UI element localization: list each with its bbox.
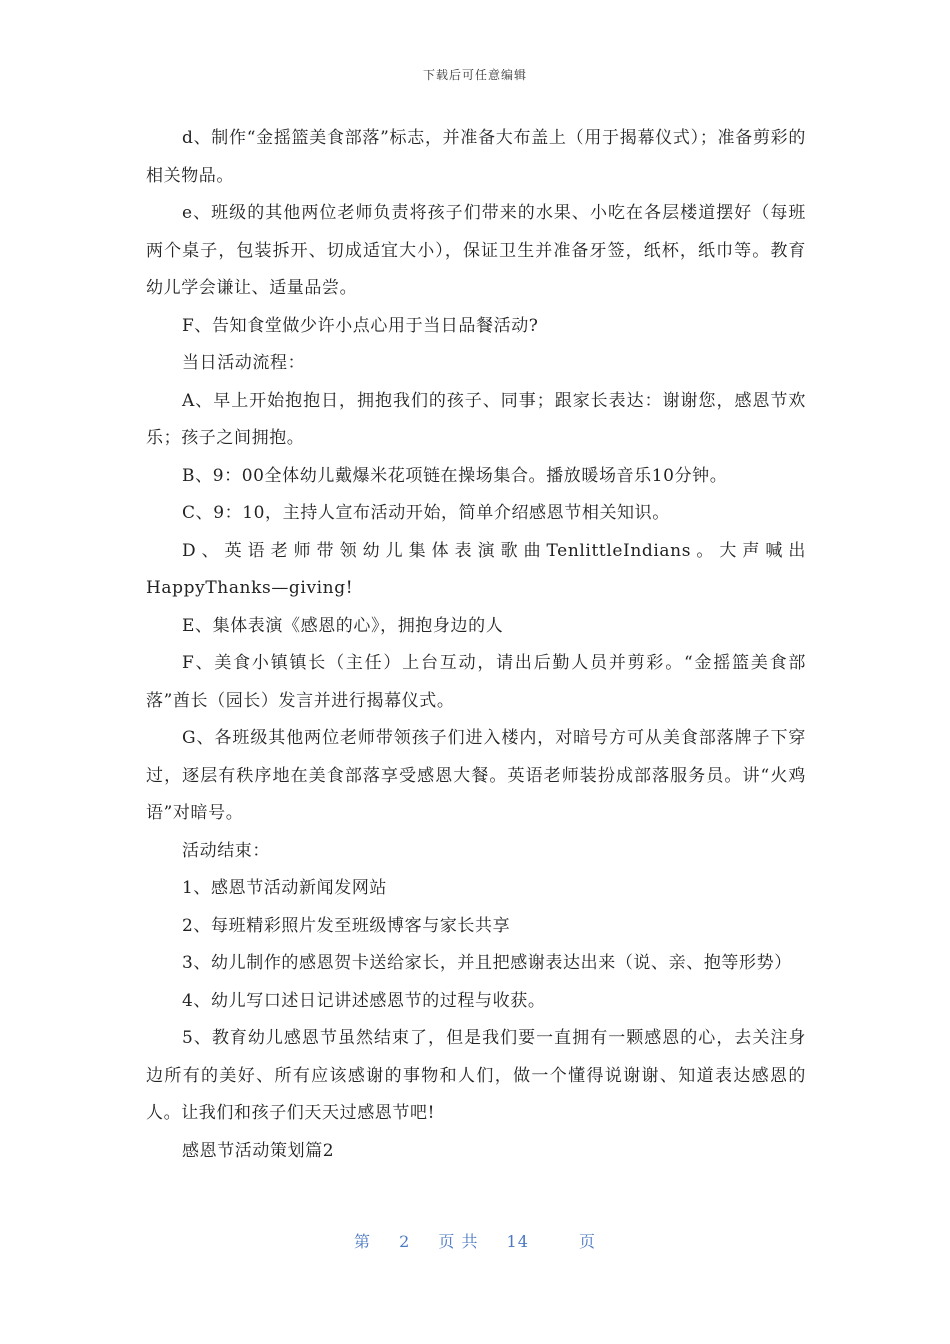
- flow-item-g: G、各班级其他两位老师带领孩子们进入楼内，对暗号方可从美食部落牌子下穿过，逐层有秩序地在美食部落享受感恩大餐。英语老师装扮成部落服务员。讲“火鸡语”对暗号。: [146, 728, 806, 823]
- paragraph-e: e、班级的其他两位老师负责将孩子们带来的水果、小吃在各层楼道摆好（每班两个桌子，包装拆开、切成适宜大小），保证卫生并准备牙签，纸杯，纸巾等。教育幼儿学会谦让、适量品尝。: [146, 203, 806, 298]
- paragraph-f: F、告知食堂做少许小点心用于当日品餐活动?: [182, 315, 539, 336]
- flow-item-f: F、美食小镇镇长（主任）上台互动，请出后勤人员并剪彩。“金摇篮美食部落”酋长（园长）发言并进行揭幕仪式。: [146, 653, 806, 711]
- next-section-title: 感恩节活动策划篇2: [182, 1140, 335, 1161]
- flow-item-a: A、早上开始抱抱日，拥抱我们的孩子、同事；跟家长表达：谢谢您，感恩节欢乐；孩子之间拥抱。: [146, 390, 806, 448]
- current-page-number: 2: [399, 1232, 411, 1251]
- end-item-1: 1、感恩节活动新闻发网站: [182, 878, 388, 898]
- total-page-count: 14: [506, 1232, 529, 1251]
- document-body: [146, 120, 806, 1170]
- footer-middle: 页 共: [438, 1232, 479, 1251]
- page-footer: [0, 1229, 950, 1252]
- flow-item-d: D、英语老师带领幼儿集体表演歌曲TenlittleIndians。大声喊出HappyThanks—giving!: [146, 540, 806, 598]
- flow-item-c: C、9：10，主持人宣布活动开始，简单介绍感恩节相关知识。: [182, 503, 670, 523]
- footer-suffix: 页: [579, 1232, 597, 1251]
- end-item-5: 5、教育幼儿感恩节虽然结束了，但是我们要一直拥有一颗感恩的心，去关注身边所有的美好、所有应该感谢的事物和人们，做一个懂得说谢谢、知道表达感恩的人。让我们和孩子们天天过感恩节吧!: [146, 1028, 806, 1123]
- end-item-2: 2、每班精彩照片发至班级博客与家长共享: [182, 915, 511, 936]
- footer-prefix: 第: [353, 1232, 371, 1251]
- end-item-3: 3、幼儿制作的感恩贺卡送给家长，并且把感谢表达出来（说、亲、抱等形势）: [182, 953, 792, 973]
- flow-item-b: B、9：00全体幼儿戴爆米花项链在操场集合。播放暖场音乐10分钟。: [182, 465, 728, 486]
- section-heading-end: 活动结束：: [182, 840, 270, 861]
- paragraph-d: d、制作“金摇篮美食部落”标志，并准备大布盖上（用于揭幕仪式）；准备剪彩的相关物品。: [146, 128, 806, 186]
- header-note: 下载后可任意编辑: [422, 68, 527, 82]
- end-item-4: 4、幼儿写口述日记讲述感恩节的过程与收获。: [182, 990, 546, 1011]
- section-heading-flow: 当日活动流程：: [182, 353, 306, 373]
- flow-item-e: E、集体表演《感恩的心》，拥抱身边的人: [182, 615, 504, 636]
